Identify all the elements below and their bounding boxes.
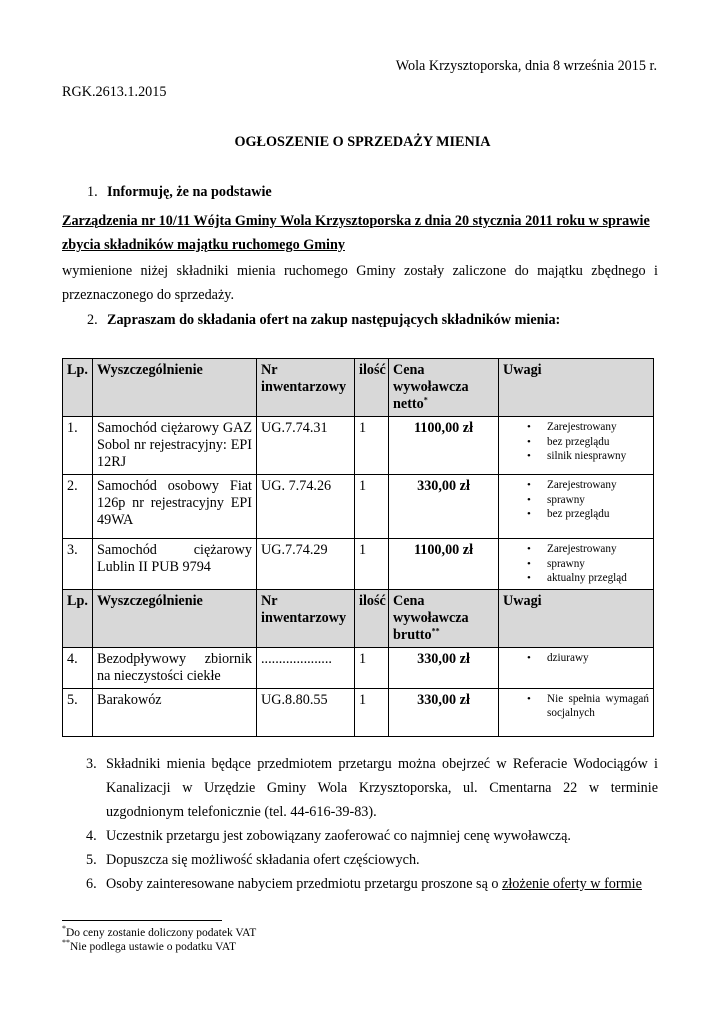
note-item: • Nie spełnia wymagań socjalnych xyxy=(547,692,649,721)
row-notes xyxy=(499,688,654,736)
row-notes xyxy=(499,539,654,590)
row-quantity: 1 xyxy=(355,647,389,688)
legal-basis: Zarządzenia nr 10/11 Wójta Gminy Wola Krzysztoporska z dnia 20 stycznia 2011 roku w sprawie zbycia składników majątku ruchomego Gminy xyxy=(62,213,650,253)
row-notes xyxy=(499,647,654,688)
row-price: 330,00 zł xyxy=(389,647,499,688)
col-price: Cena wywoławcza brutto** xyxy=(389,589,499,647)
row-name: Bezodpływowy zbiornik na nieczystości ciekłe xyxy=(93,647,257,688)
table-row xyxy=(63,647,654,688)
list-item xyxy=(62,872,658,896)
row-name: Samochód osobowy Fiat 126p nr rejestracyjny EPI 49WA xyxy=(93,475,257,539)
table-row xyxy=(63,475,654,539)
row-inventory: UG. 7.74.26 xyxy=(257,475,355,539)
note-item: • sprawny xyxy=(547,493,649,508)
row-name: Samochód ciężarowy GAZ Sobol nr rejestracyjny: EPI 12RJ xyxy=(93,417,257,475)
list-text-underlined: złożenie oferty w formie xyxy=(502,876,642,892)
row-price: 330,00 zł xyxy=(389,688,499,736)
footnote-text: Nie podlega ustawie o podatku VAT xyxy=(70,941,236,953)
note-item: • dziurawy xyxy=(547,651,649,666)
row-quantity: 1 xyxy=(355,539,389,590)
table-row xyxy=(63,539,654,590)
document-title: OGŁOSZENIE O SPRZEDAŻY MIENIA xyxy=(234,134,491,150)
footnote-divider xyxy=(62,920,222,921)
table-row xyxy=(63,688,654,736)
col-lp: Lp. xyxy=(63,359,93,417)
point-2-text: Zapraszam do składania ofert na zakup następujących składników mienia: xyxy=(107,312,561,328)
point-1-number: 1. xyxy=(87,184,98,200)
point-2-number: 2. xyxy=(87,312,98,328)
row-name: Barakowóz xyxy=(93,688,257,736)
note-item: • aktualny przegląd xyxy=(547,571,649,586)
reference-number: RGK.2613.1.2015 xyxy=(62,84,167,100)
col-name: Wyszczególnienie xyxy=(93,359,257,417)
list-number: 5. xyxy=(86,852,97,868)
list-text: Uczestnik przetargu jest zobowiązany zaoferować co najmniej cenę wywoławczą. xyxy=(106,828,571,844)
footnote-mark: * xyxy=(423,395,428,405)
row-inventory: UG.7.74.29 xyxy=(257,539,355,590)
items-table xyxy=(62,358,654,737)
point-1-text: Informuję, że na podstawie xyxy=(107,184,272,200)
row-quantity: 1 xyxy=(355,417,389,475)
row-inventory: UG.8.80.55 xyxy=(257,688,355,736)
footnote-mark: * xyxy=(62,924,66,934)
col-inventory: Nr inwentarzowy xyxy=(257,359,355,417)
col-quantity: ilość xyxy=(355,359,389,417)
note-item: • silnik niesprawny xyxy=(547,449,649,464)
row-lp: 2. xyxy=(63,475,93,539)
note-item: • bez przeglądu xyxy=(547,507,649,522)
note-item: • Zarejestrowany xyxy=(547,420,649,435)
list-text: Osoby zainteresowane nabyciem przedmiotu przetargu proszone są o xyxy=(106,876,503,892)
list-item xyxy=(62,824,658,848)
footnote-mark: ** xyxy=(62,938,70,948)
list-number: 3. xyxy=(86,756,97,772)
footnote-text: Do ceny zostanie doliczony podatek VAT xyxy=(66,927,257,939)
row-inventory: .................... xyxy=(257,647,355,688)
list-text: Składniki mienia będące przedmiotem przetargu można obejrzeć w Referacie Wodociągów i Kanalizacji w Urzędzie Gminy Wola Krzysztoporska, ul. Cmentarna 22 w terminie uzgodnionym telefonicznie (tel. 44-616-39-83). xyxy=(106,756,658,820)
table-header-row xyxy=(63,589,654,647)
table-header-row xyxy=(63,359,654,417)
footnote-2 xyxy=(62,940,236,954)
list-number: 6. xyxy=(86,876,97,892)
row-price: 330,00 zł xyxy=(389,475,499,539)
description-paragraph: wymienione niżej składniki mienia ruchomego Gminy zostały zaliczone do majątku zbędnego i przeznaczonego do sprzedaży. xyxy=(62,263,658,303)
row-notes xyxy=(499,417,654,475)
col-notes: Uwagi xyxy=(499,589,654,647)
row-lp: 3. xyxy=(63,539,93,590)
list-text: Dopuszcza się możliwość składania ofert częściowych. xyxy=(106,852,420,868)
point-2 xyxy=(87,311,560,330)
row-price: 1100,00 zł xyxy=(389,417,499,475)
row-quantity: 1 xyxy=(355,688,389,736)
col-price: Cena wywoławcza netto* xyxy=(389,359,499,417)
row-notes xyxy=(499,475,654,539)
footnote-1 xyxy=(62,926,256,940)
row-lp: 4. xyxy=(63,647,93,688)
row-inventory: UG.7.74.31 xyxy=(257,417,355,475)
row-lp: 1. xyxy=(63,417,93,475)
points-list xyxy=(62,752,658,896)
row-quantity: 1 xyxy=(355,475,389,539)
note-item: • Zarejestrowany xyxy=(547,478,649,493)
list-item xyxy=(62,752,658,824)
col-quantity: ilość xyxy=(355,589,389,647)
point-1 xyxy=(87,183,272,202)
list-number: 4. xyxy=(86,828,97,844)
col-notes: Uwagi xyxy=(499,359,654,417)
note-item: • bez przeglądu xyxy=(547,435,649,450)
col-name: Wyszczególnienie xyxy=(93,589,257,647)
note-item: • Zarejestrowany xyxy=(547,542,649,557)
footnote-mark: ** xyxy=(431,625,440,635)
row-price: 1100,00 zł xyxy=(389,539,499,590)
list-item xyxy=(62,848,658,872)
document-date: Wola Krzysztoporska, dnia 8 września 2015 r. xyxy=(395,58,657,74)
table-row xyxy=(63,417,654,475)
col-inventory: Nr inwentarzowy xyxy=(257,589,355,647)
note-item: • sprawny xyxy=(547,557,649,572)
col-lp: Lp. xyxy=(63,589,93,647)
row-name: Samochód ciężarowy Lublin II PUB 9794 xyxy=(93,539,257,590)
row-lp: 5. xyxy=(63,688,93,736)
